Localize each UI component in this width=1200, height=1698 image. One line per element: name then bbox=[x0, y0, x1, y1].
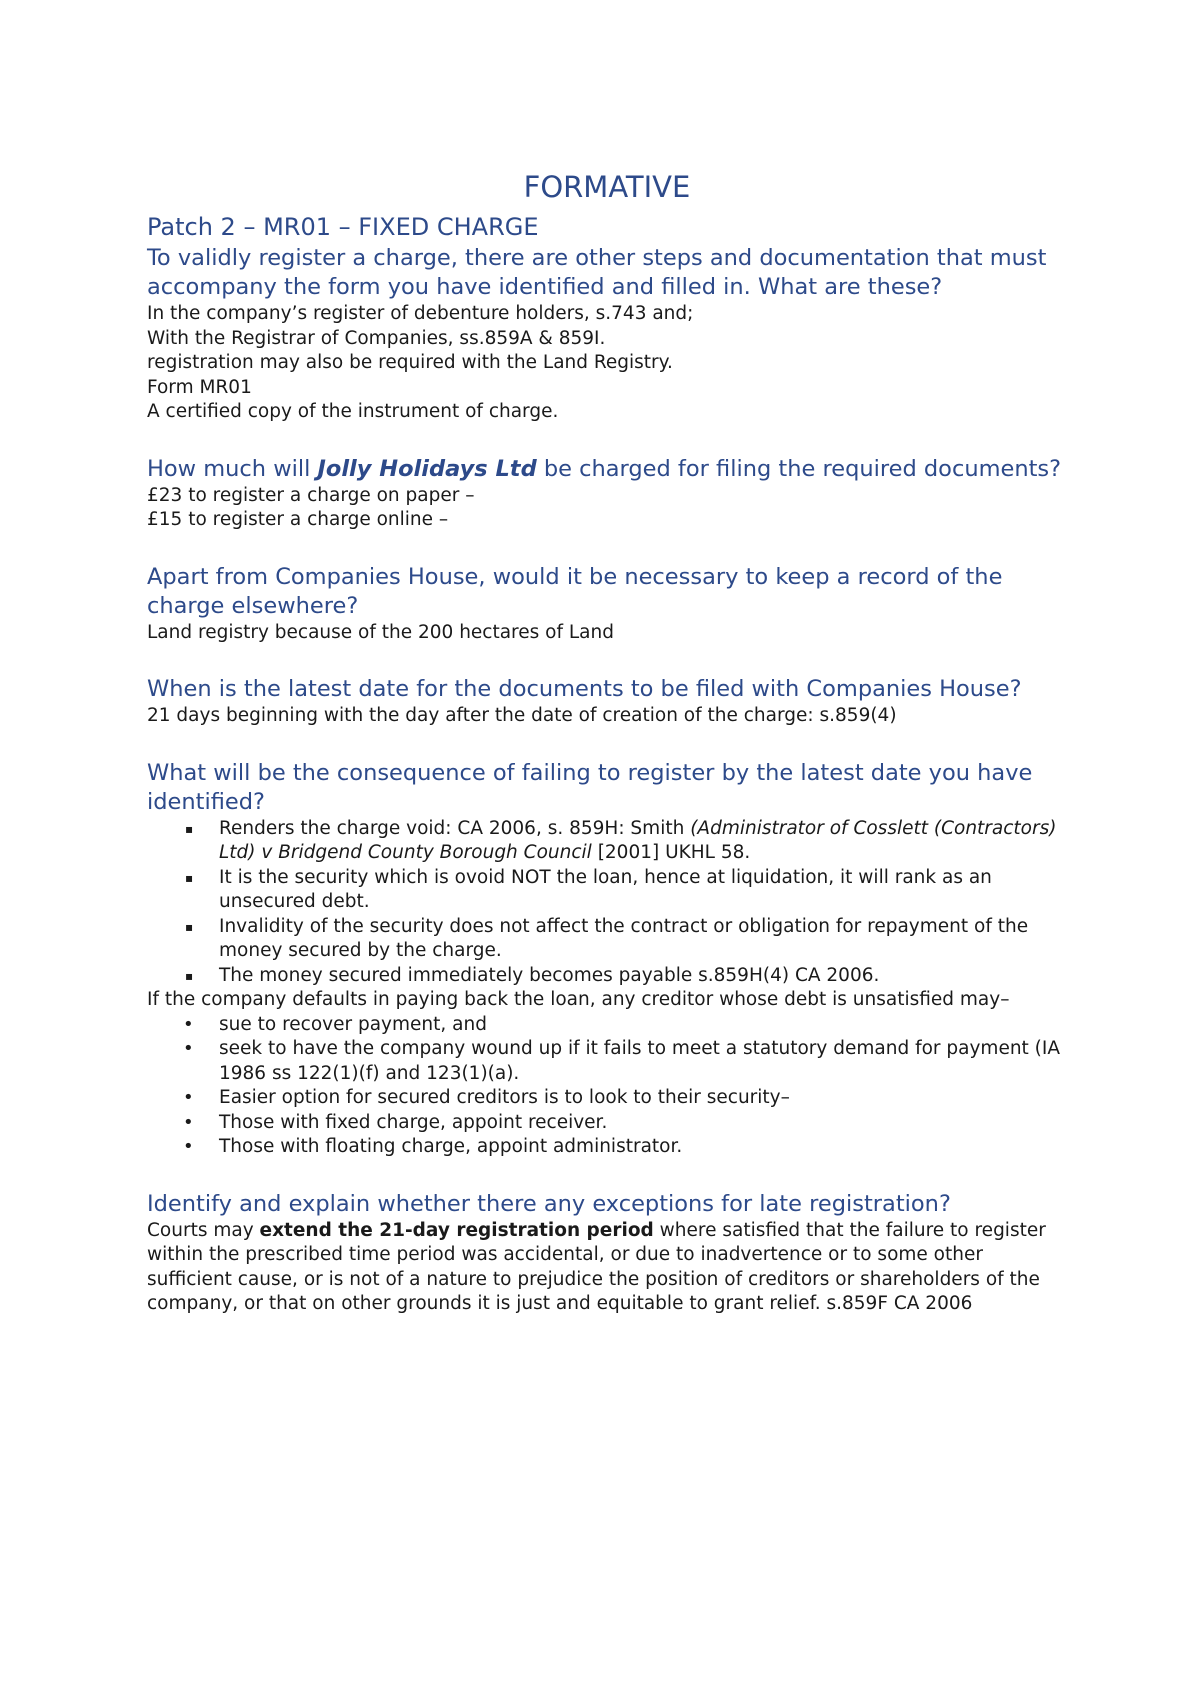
list-item: ▪ Renders the charge void: CA 2006, s. 859H: Smith (Administrator of Cosslett (Contractors) Ltd) v Bridgend County Borough Council [2001] UKHL 58. bbox=[185, 817, 1057, 863]
question-exceptions: Identify and explain whether there any exceptions for late registration? bbox=[147, 1190, 951, 1217]
company-name: Jolly Holidays Ltd bbox=[317, 455, 537, 482]
question-latest-date: When is the latest date for the documents to be filed with Companies House? bbox=[147, 676, 1022, 702]
answer-line: A certified copy of the instrument of charge. bbox=[147, 401, 559, 422]
square-bullet-icon: ▪ bbox=[185, 821, 194, 836]
answer-line: £15 to register a charge online – bbox=[147, 509, 449, 530]
dot-bullet-icon: • bbox=[183, 1087, 194, 1108]
list-item: • Those with floating charge, appoint administrator. bbox=[147, 1135, 1067, 1160]
list-item: • Those with fixed charge, appoint receiver. bbox=[147, 1111, 1067, 1136]
list-item: • seek to have the company wound up if it fails to meet a statutory demand for payment (IA 1986 ss 122(1)(f) and 123(1)(a). bbox=[183, 1038, 1061, 1084]
section-fees bbox=[147, 455, 1067, 533]
list-item: ▪ Invalidity of the security does not affect the contract or obligation for repayment of the money secured by the charge. bbox=[185, 915, 1029, 961]
question-consequence: What will be the consequence of failing to register by the latest date you have identified? bbox=[147, 759, 1033, 815]
square-bullet-icon: ▪ bbox=[185, 968, 194, 983]
question-documentation: To validly register a charge, there are other steps and documentation that must accompany the form you have identified and filled in. What are these? bbox=[147, 245, 1047, 300]
answer-paragraph: Courts may extend the 21-day registration period where satisfied that the failure to register within the prescribed time period was accidental, or due to inadvertence or to some other sufficient cause, or is not of a nature to prejudice the position of creditors or shareholders of the company, or that on other grounds it is just and equitable to grant relief. s.859F CA 2006 bbox=[147, 1219, 1046, 1314]
question-text: be charged for filing the required documents? bbox=[536, 455, 1062, 482]
section-record bbox=[147, 563, 1067, 646]
dot-bullet-icon: • bbox=[183, 1013, 194, 1035]
answer-line: registration may also be required with the Land Registry. bbox=[147, 352, 673, 373]
answer-line: £23 to register a charge on paper – bbox=[147, 484, 475, 506]
answer-line: Land registry because of the 200 hectares of Land bbox=[147, 621, 614, 643]
question-fees bbox=[147, 455, 1067, 484]
list-item: • sue to recover payment, and bbox=[147, 1013, 1067, 1038]
list-item: ▪ The money secured immediately becomes payable s.859H(4) CA 2006. bbox=[147, 964, 1067, 989]
dot-bullet-icon: • bbox=[183, 1136, 194, 1157]
patch-heading: Patch 2 – MR01 – FIXED CHARGE bbox=[147, 213, 539, 241]
dot-bullet-icon: • bbox=[183, 1038, 194, 1059]
document-title: FORMATIVE bbox=[523, 170, 691, 204]
case-name: (Administrator of Cosslett (Contractors) Ltd) v Bridgend County Borough Council bbox=[219, 817, 1057, 863]
section-latest-date bbox=[147, 675, 1067, 729]
question-record: Apart from Companies House, would it be necessary to keep a record of the charge elsewhere? bbox=[147, 563, 1003, 619]
consequence-list bbox=[147, 817, 1067, 989]
answer-line: With the Registrar of Companies, ss.859A & 859I. bbox=[147, 327, 606, 349]
answer-line: 21 days beginning with the day after the date of creation of the charge: s.859(4) bbox=[147, 705, 897, 726]
question-text: How much will bbox=[147, 455, 318, 482]
emphasis-text: extend the 21-day registration period bbox=[259, 1219, 654, 1241]
section-exceptions bbox=[147, 1190, 1067, 1317]
section-documentation bbox=[147, 244, 1067, 425]
square-bullet-icon: ▪ bbox=[185, 919, 194, 934]
answer-line: Form MR01 bbox=[147, 376, 252, 398]
document-page bbox=[147, 170, 1067, 1317]
paragraph: If the company defaults in paying back the loan, any creditor whose debt is unsatisfied may– bbox=[147, 989, 1010, 1010]
section-consequence bbox=[147, 759, 1067, 1160]
dot-bullet-icon: • bbox=[183, 1111, 194, 1133]
list-item: • Easier option for secured creditors is to look to their security– bbox=[147, 1086, 1067, 1111]
answer-line: In the company’s register of debenture holders, s.743 and; bbox=[147, 303, 694, 324]
square-bullet-icon: ▪ bbox=[185, 870, 194, 885]
creditor-options-list bbox=[147, 1013, 1067, 1160]
list-item: ▪ It is the security which is ovoid NOT the loan, hence at liquidation, it will rank as an unsecured debt. bbox=[185, 866, 992, 912]
